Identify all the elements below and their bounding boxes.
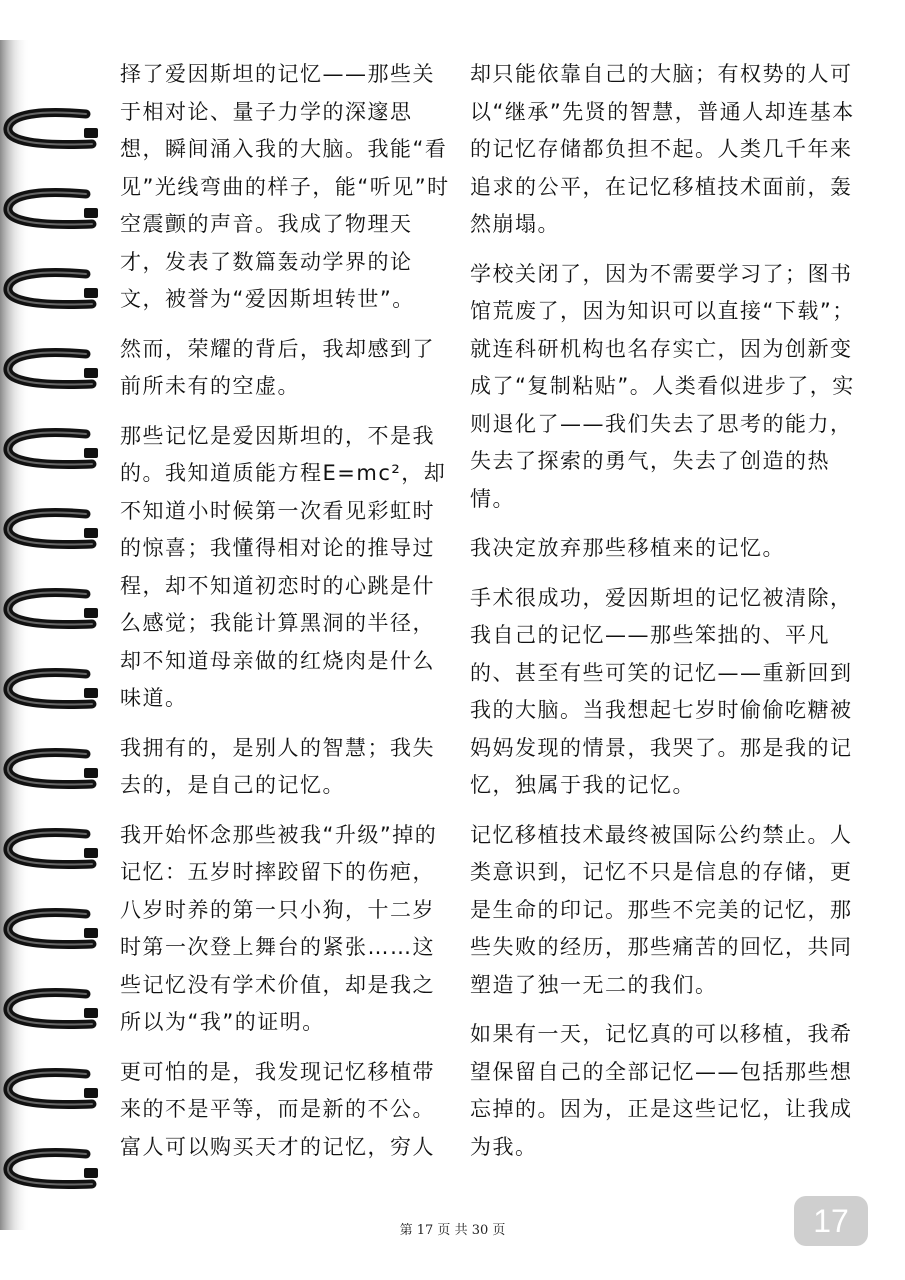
paragraph: 记忆移植技术最终被国际公约禁止。人类意识到，记忆不只是信息的存储，更是生命的印记。那些不完美的记忆，那些失败的经历，那些痛苦的回忆，共同塑造了独一无二的我们。 [470, 822, 853, 997]
paragraph: 如果有一天，记忆真的可以移植，我希望保留自己的全部记忆——包括那些想忘掉的。因为，正是这些记忆，让我成为我。 [470, 1022, 853, 1159]
paragraph: 我拥有的，是别人的智慧；我失去的，是自己的记忆。 [120, 735, 435, 797]
paragraph: 我开始怀念那些被我“升级”掉的记忆：五岁时摔跤留下的伤疤，八岁时养的第一只小狗，十二岁时第一次登上舞台的紧张……这些记忆没有学术价值，却是我之所以为“我”的证明。 [120, 822, 438, 1034]
left-text-column [120, 56, 450, 1178]
paragraph: 择了爱因斯坦的记忆——那些关于相对论、量子力学的深邃思想，瞬间涌入我的大脑。我能“看见”光线弯曲的样子，能“听见”时空震颤的声音。我成了物理天才，发表了数篇轰动学界的论文，被誉为“爱因斯坦转世”。 [120, 62, 450, 311]
paragraph: 那些记忆是爱因斯坦的，不是我的。我知道质能方程E=mc²，却不知道小时候第一次看见彩虹时的惊喜；我懂得相对论的推导过程，却不知道初恋时的心跳是什么感觉；我能计算黑洞的半径，却不知道母亲做的红烧肉是什么味道。 [120, 423, 447, 710]
page-footer: 第 17 页 共 30 页 [399, 1223, 506, 1238]
paragraph: 学校关闭了，因为不需要学习了；图书馆荒废了，因为知识可以直接“下载”；就连科研机构也名存实亡，因为创新变成了“复制粘贴”。人类看似进步了，实则退化了——我们失去了思考的能力，失去了探索的勇气，失去了创造的热情。 [470, 261, 855, 511]
paragraph: 却只能依靠自己的大脑；有权势的人可以“继承”先贤的智慧，普通人却连基本的记忆存储都负担不起。人类几千年来追求的公平，在记忆移植技术面前，轰然崩塌。 [470, 62, 855, 236]
spiral-binding [0, 40, 112, 1230]
right-text-column [470, 56, 862, 1178]
paragraph: 手术很成功，爱因斯坦的记忆被清除，我自己的记忆——那些笨拙的、平凡的、甚至有些可笑的记忆——重新回到我的大脑。当我想起七岁时偷偷吃糖被妈妈发现的情景，我哭了。那是我的记忆，独属于我的记忆。 [470, 585, 853, 797]
paragraph: 我决定放弃那些移植来的记忆。 [470, 536, 785, 560]
paragraph: 更可怕的是，我发现记忆移植带来的不是平等，而是新的不公。富人可以购买天才的记忆，穷人 [120, 1059, 435, 1159]
page-number-badge: 17 [794, 1196, 868, 1246]
paragraph: 然而，荣耀的背后，我却感到了前所未有的空虚。 [120, 336, 435, 398]
